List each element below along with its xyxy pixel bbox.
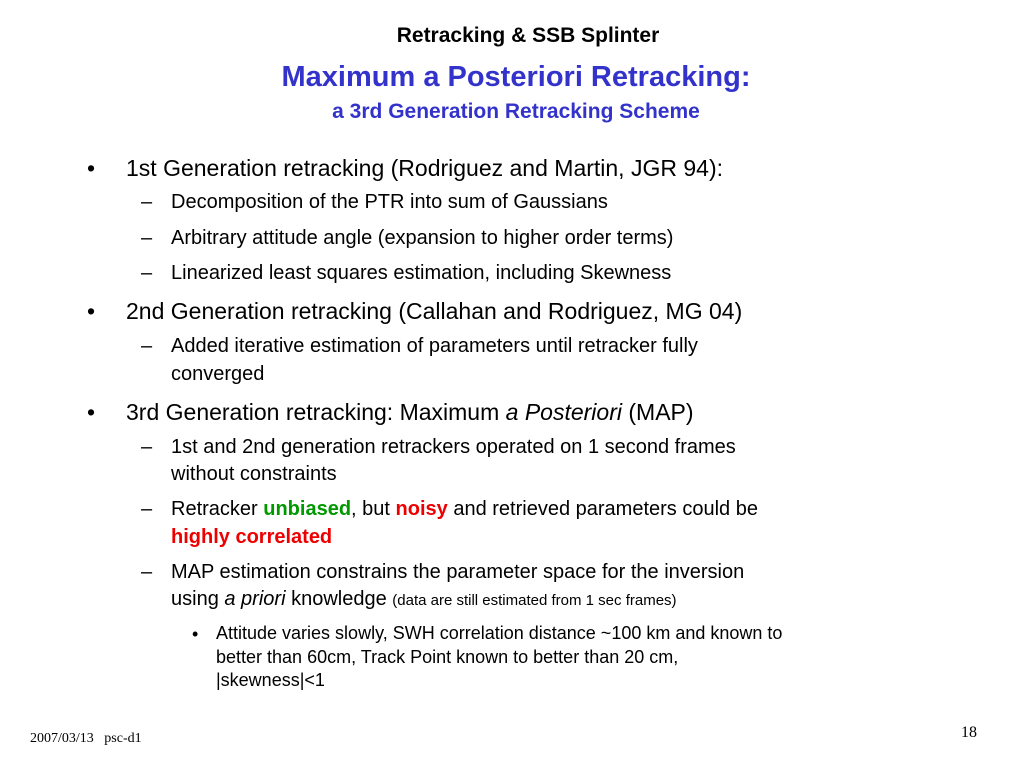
- noisy-highlight: noisy: [395, 498, 448, 520]
- unbiased-highlight: unbiased: [263, 498, 352, 520]
- dash-marker: –: [141, 561, 153, 583]
- bullet-3rd-text: 3rd Generation retracking: Maximum: [126, 399, 506, 425]
- sub-bullet-iterative-line1: Added iterative estimation of parameters until retracker fully: [171, 335, 698, 357]
- small-note: (data are still estimated from 1 sec frames): [392, 592, 677, 609]
- sub-bullet-1sec-frames-line2: without constraints: [171, 463, 337, 485]
- page-number: 18: [961, 724, 977, 741]
- bullet-2nd-generation: 2nd Generation retracking (Callahan and Rodriguez, MG 04): [126, 298, 743, 324]
- bullet-marker: •: [87, 399, 96, 425]
- slide-super-title: Retracking & SSB Splinter: [396, 24, 660, 47]
- sub-bullet-unbiased-noisy: [171, 498, 758, 521]
- bullet-marker: •: [192, 624, 199, 644]
- bullet-1st-generation: 1st Generation retracking (Rodriguez and Martin, JGR 94):: [126, 155, 723, 181]
- dash-marker: –: [141, 498, 153, 520]
- text: and retrieved parameters could be: [447, 498, 758, 520]
- sub-sub-bullet-attitude-line2: better than 60cm, Track Point known to better than 20 cm,: [216, 647, 679, 667]
- dash-marker: –: [141, 191, 153, 213]
- dash-marker: –: [141, 262, 153, 284]
- sub-bullet-map-estimation-line2: [171, 588, 677, 611]
- footer-date-code: 2007/03/13 psc-d1: [30, 731, 142, 746]
- highly-correlated-highlight: highly correlated: [171, 526, 333, 548]
- dash-marker: –: [141, 335, 153, 357]
- a-priori-emphasis: a priori: [224, 588, 286, 610]
- text: using: [171, 588, 225, 610]
- sub-bullet-map-estimation-line1: MAP estimation constrains the parameter space for the inversion: [171, 561, 745, 583]
- sub-bullet-1sec-frames-line1: 1st and 2nd generation retrackers operated on 1 second frames: [171, 436, 736, 458]
- text: knowledge: [285, 588, 393, 610]
- sub-bullet-ptr-gaussians: Decomposition of the PTR into sum of Gaussians: [171, 191, 608, 213]
- slide-title: Maximum a Posteriori Retracking:: [281, 61, 751, 93]
- slide-subtitle: a 3rd Generation Retracking Scheme: [332, 100, 700, 123]
- sub-bullet-attitude-angle: Arbitrary attitude angle (expansion to higher order terms): [171, 227, 674, 249]
- text: , but: [351, 498, 396, 520]
- bullet-marker: •: [87, 298, 96, 324]
- dash-marker: –: [141, 436, 153, 458]
- bullet-3rd-suffix: (MAP): [621, 399, 694, 425]
- text: Retracker: [171, 498, 264, 520]
- bullet-3rd-generation: [126, 399, 694, 426]
- sub-bullet-iterative-line2: converged: [171, 363, 265, 385]
- sub-sub-bullet-attitude-line1: Attitude varies slowly, SWH correlation distance ~100 km and known to: [216, 623, 783, 643]
- sub-sub-bullet-attitude-line3: |skewness|<1: [216, 670, 325, 690]
- dash-marker: –: [141, 227, 153, 249]
- bullet-marker: •: [87, 155, 96, 181]
- bullet-3rd-emphasis: a Posteriori: [505, 399, 622, 425]
- sub-bullet-least-squares: Linearized least squares estimation, including Skewness: [171, 262, 672, 284]
